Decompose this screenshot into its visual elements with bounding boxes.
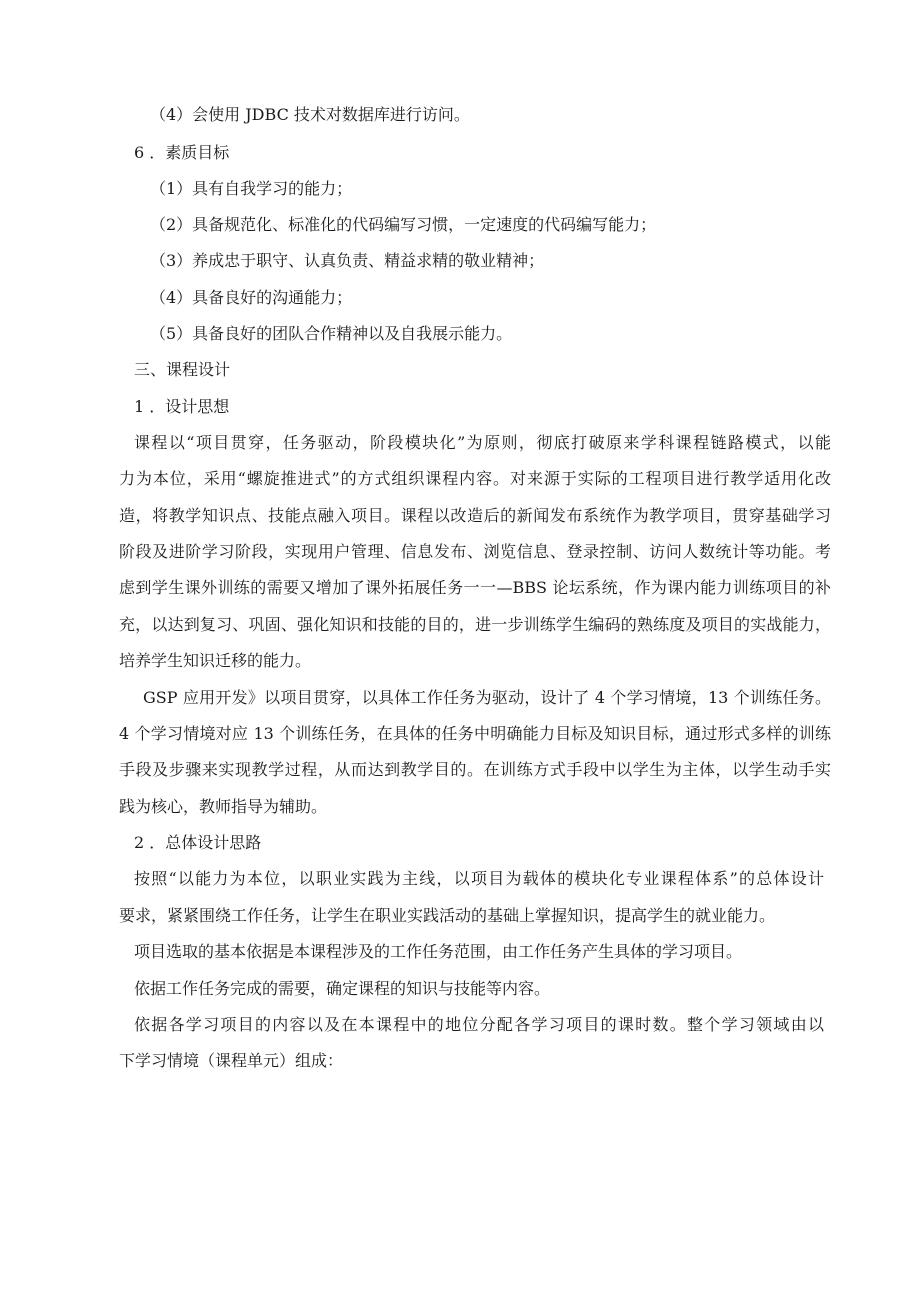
- paragraph-line: GSP 应用开发》以项目贯穿，以具体工作任务为驱动，设计了 4 个学习情境，13 个训练任务。: [143, 688, 831, 707]
- heading-quality-goals: 6 ．素质目标: [134, 143, 230, 162]
- paragraph-line: 造，将教学知识点、技能点融入项目。课程以改造后的新闻发布系统作为教学项目，贯穿基础学习: [119, 506, 831, 525]
- paragraph-line: 依据工作任务完成的需要，确定课程的知识与技能等内容。: [134, 979, 551, 998]
- paragraph-line: 手段及步骤来实现教学过程，从而达到教学目的。在训练方式手段中以学生为主体，以学生动手实: [119, 760, 831, 779]
- quality-item-1: （1）具有自我学习的能力；: [150, 179, 353, 198]
- heading-overall-design: 2 ．总体设计思路: [134, 833, 262, 852]
- paragraph-line: 力为本位，采用“螺旋推进式”的方式组织课程内容。对来源于实际的工程项目进行教学适用化改: [119, 469, 831, 488]
- quality-item-4: （4）具备良好的沟通能力；: [150, 288, 353, 307]
- paragraph-line: 培养学生知识迁移的能力。: [119, 651, 312, 670]
- paragraph-line: 项目选取的基本依据是本课程涉及的工作任务范围，由工作任务产生具体的学习项目。: [134, 942, 743, 961]
- paragraph-line: 4 个学习情境对应 13 个训练任务，在具体的任务中明确能力目标及知识目标，通过形式多样的训练: [119, 724, 831, 743]
- quality-item-2: （2）具备规范化、标准化的代码编写习惯，一定速度的代码编写能力；: [150, 215, 657, 234]
- paragraph-line: 按照“以能力为本位，以职业实践为主线，以项目为载体的模块化专业课程体系”的总体设计: [134, 869, 824, 888]
- list-item-jdbc: （4）会使用 JDBC 技术对数据库进行访问。: [150, 105, 470, 124]
- paragraph-line: 阶段及进阶学习阶段，实现用户管理、信息发布、浏览信息、登录控制、访问人数统计等功能。考: [119, 542, 831, 561]
- paragraph-line: 课程以“项目贯穿，任务驱动，阶段模块化”为原则，彻底打破原来学科课程链路模式，以能: [134, 433, 831, 452]
- paragraph-line: 充，以达到复习、巩固、强化知识和技能的目的，进一步训练学生编码的熟练度及项目的实战能力，: [119, 615, 831, 634]
- quality-item-5: （5）具备良好的团队合作精神以及自我展示能力。: [150, 324, 513, 343]
- quality-item-3: （3）养成忠于职守、认真负责、精益求精的敬业精神；: [150, 251, 545, 270]
- heading-design-idea: 1 ．设计思想: [134, 397, 230, 416]
- paragraph-line: 依据各学习项目的内容以及在本课程中的地位分配各学习项目的课时数。整个学习领域由以: [134, 1015, 824, 1034]
- paragraph-line: 要求，紧紧围绕工作任务，让学生在职业实践活动的基础上掌握知识，提高学生的就业能力。: [119, 906, 776, 925]
- paragraph-line: 践为核心，教师指导为辅助。: [119, 797, 328, 816]
- paragraph-line: 虑到学生课外训练的需要又增加了课外拓展任务一一—BBS 论坛系统，作为课内能力训练项目的补: [119, 578, 831, 597]
- heading-course-design: 三、课程设计: [134, 360, 231, 379]
- paragraph-line: 下学习情境（课程单元）组成：: [119, 1051, 344, 1070]
